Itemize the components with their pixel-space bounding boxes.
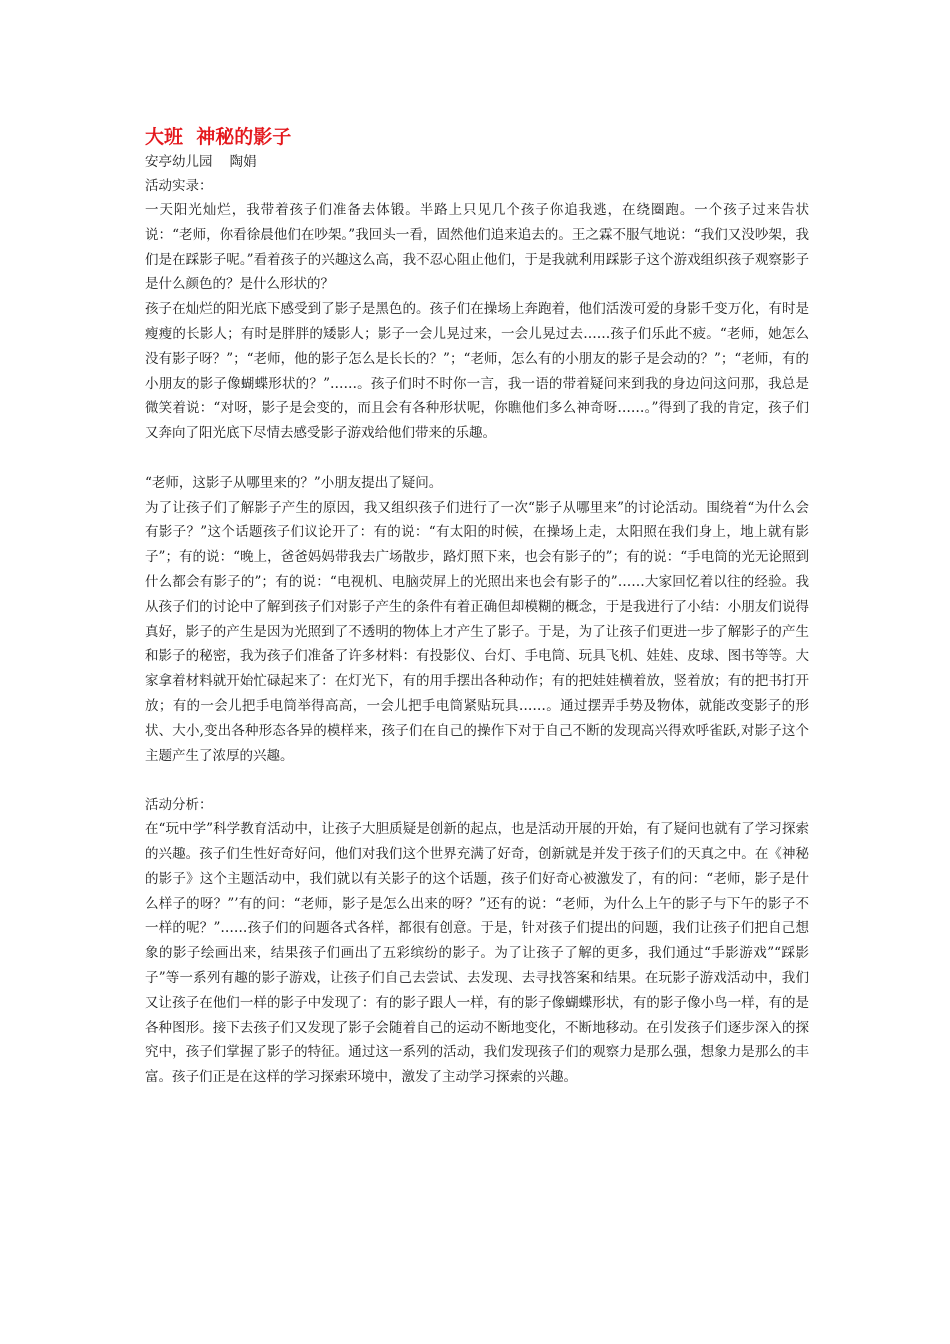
- author-line: 安亭幼儿园 陶娟: [145, 154, 257, 170]
- record-paragraph-3: “老师，这影子从哪里来的？”小朋友提出了疑问。: [145, 474, 443, 491]
- record-paragraph-1: 一天阳光灿烂，我带着孩子们准备去体锻。半路上只见几个孩子你追我逃，在绕圈跑。一个孩子过来告状说：“老师，你看徐晨他们在吵架。”我回头一看，固然他们追来追去的。王之霖不服气地说：“我们又没吵架，我们是在踩影子呢。”看着孩子的兴趣这么高，我不忍心阻止他们，于是我就利用踩影子这个游戏组织孩子观察影子是什么颜色的？是什么形状的？: [145, 202, 809, 293]
- paragraph-spacer: [145, 446, 809, 471]
- paragraph-spacer: [145, 768, 809, 793]
- analysis-paragraph: 在“玩中学”科学教育活动中，让孩子大胆质疑是创新的起点，也是活动开展的开始，有了疑问也就有了学习探索的兴趣。孩子们生性好奇好问，他们对我们这个世界充满了好奇，创新就是并发于孩子们的天真之中。在《神秘的影子》这个主题活动中，我们就以有关影子的这个话题，孩子们好奇心被激发了，有的问：“老师，影子是什么样子的呀？”’有的问：“老师，影子是怎么出来的呀？”还有的说：“老师，为什么上午的影子与下午的影子不一样的呢？”……孩子们的问题各式各样，都很有创意。于是，针对孩子们提出的问题，我们让孩子们把自己想象的影子绘画出来，结果孩子们画出了五彩缤纷的影子。为了让孩子了解的更多，我们通过“手影游戏”“踩影子”等一系列有趣的影子游戏，让孩子们自己去尝试、去发现、去寻找答案和结果。在玩影子游戏活动中，我们又让孩子在他们一样的影子中发现了：有的影子跟人一样，有的影子像蝴蝶形状，有的影子像小鸟一样，有的是各种图形。接下去孩子们又发现了影子会随着自己的运动不断地变化，不断地移动。在引发孩子们逐步深入的探究中，孩子们掌握了影子的特征。通过这一系列的活动，我们发现孩子们的观察力是那么强，想象力是那么的丰富。孩子们正是在这样的学习探索环境中，激发了主动学习探索的兴趣。: [145, 821, 809, 1086]
- document-page: [145, 124, 809, 1090]
- document-title: 大班 神秘的影子: [145, 126, 292, 148]
- record-paragraph-2: 孩子在灿烂的阳光底下感受到了影子是黑色的。孩子们在操场上奔跑着，他们活泼可爱的身影千变万化，有时是瘦瘦的长影人；有时是胖胖的矮影人；影子一会儿晃过来，一会儿晃过去……孩子们乐此不疲。“老师，她怎么没有影子呀？”；“老师，他的影子怎么是长长的？”；“老师，怎么有的小朋友的影子是会动的？”；“老师，有的小朋友的影子像蝴蝶形状的？”……。孩子们时不时你一言，我一语的带着疑问来到我的身边问这问那，我总是微笑着说：“对呀，影子是会变的，而且会有各种形状呢，你瞧他们多么神奇呀……。”得到了我的肯定，孩子们又奔向了阳光底下尽情去感受影子游戏给他们带来的乐趣。: [145, 301, 809, 442]
- analysis-heading: 活动分析：: [145, 797, 213, 814]
- record-heading: 活动实录：: [145, 178, 213, 194]
- record-paragraph-4: 为了让孩子们了解影子产生的原因，我又组织孩子们进行了一次“影子从哪里来”的讨论活动。围绕着“为什么会有影子？”这个话题孩子们议论开了：有的说：“有太阳的时候，在操场上走，太阳照在我们身上，地上就有影子”；有的说：“晚上，爸爸妈妈带我去广场散步，路灯照下来，也会有影子的”；有的说：“手电筒的光无论照到什么都会有影子的”；有的说：“电视机、电脑荧屏上的光照出来也会有影子的”……大家回忆着以往的经验。我从孩子们的讨论中了解到孩子们对影子产生的条件有着正确但却模糊的概念，于是我进行了小结：小朋友们说得真好，影子的产生是因为光照到了不透明的物体上才产生了影子。于是，为了让孩子们更进一步了解影子的产生和影子的秘密，我为孩子们准备了许多材料：有投影仪、台灯、手电筒、玩具飞机、娃娃、皮球、图书等等。大家拿着材料就开始忙碌起来了：在灯光下，有的用手摆出各种动作；有的把娃娃横着放，竖着放；有的把书打开放；有的一会儿把手电筒举得高高，一会儿把手电筒紧贴玩具……。通过摆弄手势及物体，就能改变影子的形状、大小,变出各种形态各异的模样来，孩子们在自己的操作下对于自己不断的发现高兴得欢呼雀跃,对影子这个主题产生了浓厚的兴趣。: [145, 499, 809, 764]
